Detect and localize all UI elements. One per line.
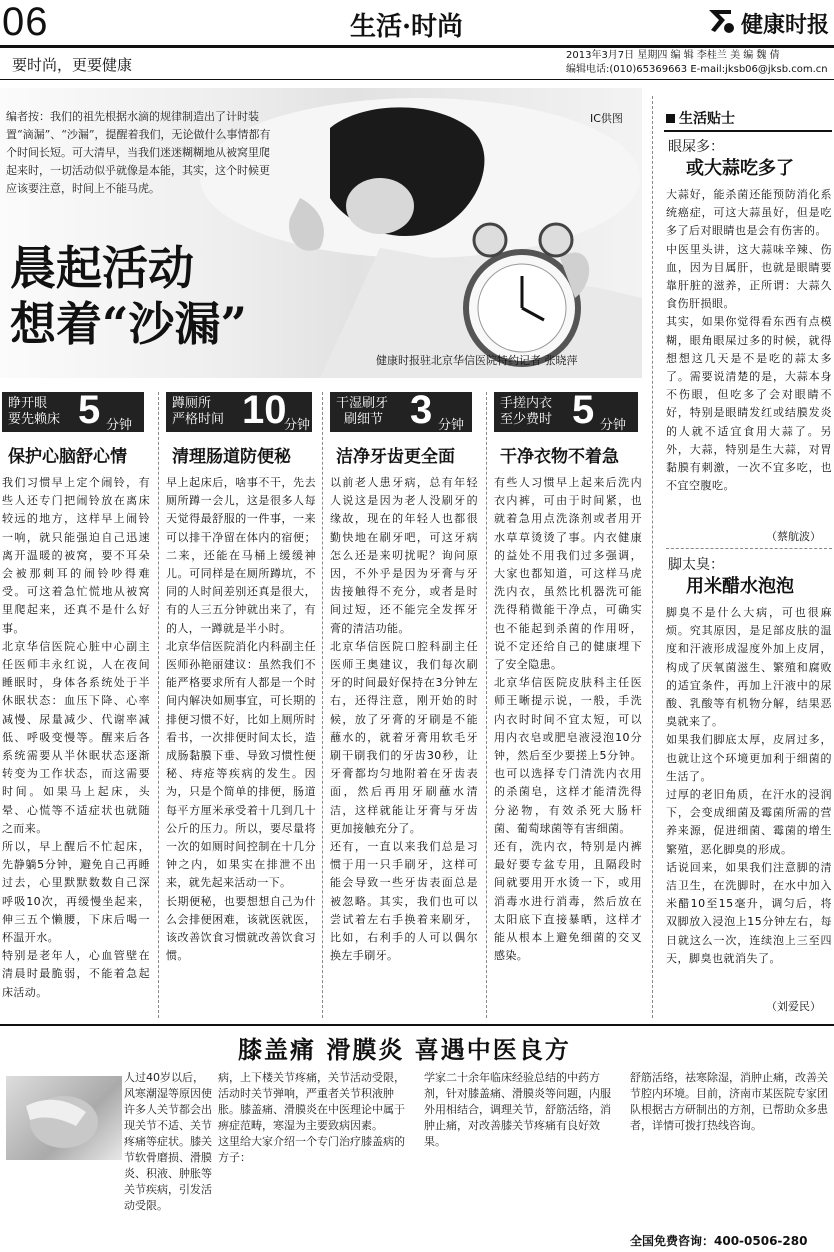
headline-line-1: 晨起活动: [10, 241, 194, 295]
tag-line-2: 刷细节: [344, 412, 384, 427]
tag-number: 5: [78, 388, 101, 432]
tag-line-2: 至少费时: [500, 412, 553, 427]
tag-line-2: 要先赖床: [8, 412, 61, 427]
column-divider: [486, 392, 487, 1018]
tip-1-title: 或大蒜吃多了: [686, 158, 794, 179]
tip-1-kicker: 眼屎多：: [668, 139, 724, 155]
slogan: 要时尚，更要健康: [12, 56, 133, 74]
photo-credit: IC供图: [590, 112, 623, 125]
tag-unit: 分钟: [600, 418, 627, 433]
col-4-title: 干净衣物不着急: [500, 447, 619, 467]
tag-line-1: 睁开眼: [8, 396, 48, 411]
tag-number: 5: [572, 388, 595, 432]
logo-mark-icon: [705, 6, 737, 36]
ad-col-3: 学家二十余年临床经验总结的中药方剂，针对膝盖痛、滑膜炎等问题，内服外用相结合，调理关节，舒筋活络，消肿止痛，对改善膝关节疼痛有良好效果。: [424, 1071, 611, 1148]
tip-2-body: 脚臭不是什么大病，可也很麻烦。究其原因，是足部皮肤的温度和汗液形成湿度外加上皮屑，构成了厌氧菌滋生、繁殖和腐败的适宜条件，再加上汗液中的尿酸、乳酸等有机物分解，结果恶臭就来了。 如果我们脚底太厚，皮屑过多，也就让这个环境更加利于细菌的生活了。 过厚的老旧角质，在汗水的浸润下，会变成细菌及霉菌所需的营养来源，促进细菌、霉菌的增生繁殖，恶化脚臭的形成。 话说回来，如果我们注意脚的清洁卫生，在洗脚时，在水中加入米醋10至15毫升，调匀后，将双脚放入浸泡上15分钟左右，每日就这么一次，连续泡上三至四天，脚臭也就消失了。: [666, 606, 832, 965]
ad-col-1: 人过40岁以后，风寒潮湿等原因使许多人关节都会出现关节不适、关节疼痛等症状。膝关节软骨磨损、滑膜炎、积液、肿胀等关节疾病，引发活动受限。: [124, 1071, 212, 1212]
tag-line-1: 手搓内衣: [500, 396, 553, 411]
ad-col-4: 舒筋活络，祛寒除湿，消肿止痛，改善关节腔内环境。目前，济南市某医院专家团队根据古方研制出的方剂，已帮助众多患者，详情可拨打热线咨询。: [630, 1071, 828, 1132]
col-1-title: 保护心脑舒心情: [8, 447, 127, 467]
logo-text: 健康时报: [741, 12, 830, 38]
col-2-body: 早上起床后，啥事不干，先去厕所蹲一会儿，这是很多人每天觉得最舒服的一件事，一来可以排干净留在体内的宿便；二来，还能在马桶上缓缓神儿。可同样是在厕所蹲坑，不同的人时间差别还真是很大，有的人三五分钟就出来了，有的人，一蹲就是半小时。 北京华信医院消化内科副主任医师孙艳丽建议：虽然我们不能严格要求所有人都是一个时间内解决如厕事宜，可长期的排便习惯不好，比如上厕所时看书，一次排便时间太长，造成肠黏膜下垂、导致习惯性便秘、痔疮等疾病的发生。因为，只是个简单的排便，肠道每平方厘米承受着十几到几十公斤的压力。所以，要尽量将一次的如厕时间控制在十几分钟之内，如果实在排泄不出来，就先起来活动一下。 长期便秘，也要想想自己为什么会排便困难，该就医就医，该改善饮食习惯就改善饮食习惯。: [166, 476, 316, 963]
sidebar-heading: [666, 108, 735, 128]
ad-phone: 全国免费咨询：400-0506-280: [630, 1234, 808, 1248]
column-divider: [158, 392, 159, 1018]
tag-number: 3: [410, 388, 433, 432]
col-4-body: 有些人习惯早上起来后洗内衣内裤，可由于时间紧，也就着急用点洗涤剂或者用开水草草烫烫了事。内衣健康的益处不用我们过多强调，大家也都知道，可这样马虎洗内衣，虽然比机器洗可能洗得稍微能干净点，可确实也不能起到杀菌的作用呀，说不定还给自己的健康埋下了安全隐患。 北京华信医院皮肤科主任医师王晰提示说，一般，手洗内衣时时间不宜太短，可以用内衣皂或肥皂液浸泡10分钟，然后至少要搓上5分钟。也可以选择专门清洗内衣用的杀菌皂，这样才能清洗得分泌物，有效杀死大肠杆菌、葡萄球菌等有害细菌。 还有，洗内衣，特别是内裤最好要专盆专用，且隔段时间就要用开水烫一下，或用消毒水进行消毒，然后放在太阳底下直接暴晒，这样才能从根本上避免细菌的交叉感染。: [494, 476, 642, 963]
knee-photo: [6, 1076, 122, 1160]
col-1-body: 我们习惯早上定个闹铃，有些人还专门把闹铃放在离床较远的地方，这样早上闹铃一响，就只能强迫自己迅速离开温暖的被窝，要不耳朵会被那刺耳的闹铃吵得难受。可这着急忙慌地从被窝里爬起来，还真不是什么好事。 北京华信医院心脏中心副主任医师丰永红说，人在夜间睡眠时，身体各系统处于半休眠状态：血压下降、心率减慢、尿量减少、代谢率减低、呼吸变慢等。醒来后各系统需要从半休眠状态逐渐转变为工作状态，而这需要时间。如果马上起床，头晕、心慌等不适症状也就随之而来。 所以，早上醒后不忙起床，先静躺5分钟，避免自己再睡过去，心里默默数数自己深呼吸10次，再缓慢坐起来，伸三五个懒腰，下床后喝一杯温开水。 特别是老年人，心血管壁在清晨时最脆弱，不能着急起床活动。: [2, 476, 150, 999]
tag-line-1: 蹲厕所: [172, 396, 212, 411]
headline: [10, 240, 247, 352]
section-title: 生活·时尚: [350, 12, 464, 42]
edition-info: 2013年3月7日 星期四 编 辑 李桂兰 美 编 魏 倩: [566, 50, 780, 61]
knee-illustration: [6, 1076, 122, 1160]
tip-divider: [666, 548, 832, 549]
col-3-body: 以前老人患牙病，总有年轻人说这是因为老人没刷牙的缘故，现在的年轻人也都很勤快地在刷牙吧，可这牙病怎么还是来叨扰呢？询问原因，不外乎是因为牙膏与牙齿接触得不充分，或者是时间过短，还不能完全发挥牙膏的清洁功能。 北京华信医院口腔科副主任医师王奥建议，我们每次刷牙的时间最好保持在3分钟左右，还得注意，刚开始的时候，放了牙膏的牙刷是不能蘸水的，就着牙膏用软毛牙刷干刷我们的牙齿30秒，让牙膏都均匀地附着在牙齿表面，然后再用牙刷蘸水清洁，这样就能让牙膏与牙齿更加接触充分了。 还有，一直以来我们总是习惯于用一只手刷牙，这样可能会导致一些牙齿表面总是被忽略。其实，我们也可以尝试着左右手换着来刷牙，比如，右利手的人可以偶尔换左手刷牙。: [330, 476, 478, 963]
editor-note: 编者按：我们的祖先根据水滴的规律制造出了计时装置“滴漏”、“沙漏”，提醒着我们，无论做什么事情都有个时间长短。可大清早，当我们迷迷糊糊地从被窝里爬起来时，一切活动似乎就像是本能，其实，这个时候更应该要注意，时间上不能马虎。: [6, 110, 271, 195]
headline-line-2: 想着“沙漏”: [10, 297, 247, 351]
column-divider: [322, 392, 323, 1018]
col-3-title: 洁净牙齿更全面: [336, 447, 455, 467]
byline: 健康时报驻北京华信医院特约记者 张晓萍: [376, 354, 578, 367]
tag-number: 10: [242, 388, 287, 432]
tip-1-body: 大蒜好，能杀菌还能预防消化系统癌症，可这大蒜虽好，但是吃多了后对眼睛也是会有伤害的。 中医里头讲，这大蒜味辛辣、伤血，因为目属肝，也就是眼睛要靠肝脏的滋养，正所谓：大蒜久食伤肝损眼。 其实，如果你觉得看东西有点模糊，眼角眼屎过多的时候，就得想想这几天是不是吃的蒜太多了。需要说清楚的是，大蒜本身不伤眼，但吃多了会对眼睛不好，特别是眼睛发红或结膜发炎的人就不适宜食用大蒜了。另外，大蒜，特别是生大蒜，对胃黏膜有刺激，一次不宜多吃，也不宜空腹吃。: [666, 188, 832, 493]
col-2-title: 清理肠道防便秘: [172, 447, 291, 467]
ad-headline: 膝盖痛 滑膜炎 喜遇中医良方: [238, 1035, 571, 1064]
header-subrule: [0, 79, 834, 80]
contact-info: 编辑电话:(010)65369663 E-mail:jksb06@jksb.com.cn: [566, 64, 828, 75]
tip-1-author: （蔡航波）: [766, 530, 821, 543]
tip-2-title: 用米醋水泡泡: [686, 576, 794, 597]
page-number: 06: [2, 0, 49, 44]
tag-col-3: [330, 388, 472, 433]
sidebar-heading-text: 生活贴士: [679, 111, 735, 127]
tag-unit: 分钟: [106, 418, 133, 433]
tag-line-2: 严格时间: [172, 412, 225, 427]
column-divider: [652, 96, 653, 1018]
tag-unit: 分钟: [438, 418, 465, 433]
tag-col-4: [494, 388, 638, 433]
tag-unit: 分钟: [284, 418, 311, 433]
ad-col-2: 病，上下楼关节疼痛，关节活动受限，活动时关节弹响，严重者关节积液肿胀。膝盖痛、滑膜炎在中医理论中属于痹症范畴，寒湿为主要致病因素。 这里给大家介绍一个专门治疗膝盖病的方子：: [218, 1071, 405, 1164]
sidebar-rule: [664, 130, 832, 132]
tag-line-1: 干湿刷牙: [336, 396, 389, 411]
tip-2-author: （刘爱民）: [766, 1000, 821, 1013]
tag-col-1: [2, 388, 144, 433]
newspaper-logo: [705, 4, 829, 40]
tag-col-2: [166, 388, 312, 433]
square-bullet-icon: [666, 114, 675, 123]
tip-2-kicker: 脚太臭：: [668, 557, 724, 573]
